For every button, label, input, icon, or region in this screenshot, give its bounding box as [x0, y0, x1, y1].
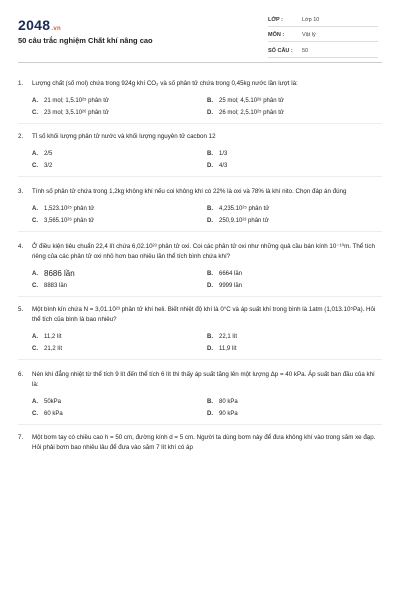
question-item [18, 305, 382, 355]
question-list [18, 79, 382, 453]
answer-option[interactable] [207, 343, 382, 355]
answer-option[interactable] [32, 343, 207, 355]
option-letter: D. [207, 163, 213, 169]
option-letter: A. [32, 399, 38, 405]
option-text: 1/3 [219, 151, 228, 157]
option-text: 2/5 [44, 151, 53, 157]
option-letter: B. [207, 334, 213, 340]
option-text: 11,2 lít [44, 334, 62, 340]
question-item [18, 79, 382, 119]
answer-option[interactable] [207, 160, 382, 172]
answer-options [18, 203, 382, 227]
question-item [18, 132, 382, 172]
answer-option[interactable] [207, 95, 382, 107]
question-text: Một bơm tay có chiều cao h = 50 cm, đường kính d = 5 cm. Người ta dùng bơm này để đưa không khí vào trong săm xe đạp. Hỏi phải bơm bao nhiêu lâu để đưa vào săm 7 lít khí có áp [32, 434, 376, 451]
answer-option[interactable] [32, 148, 207, 160]
answer-option[interactable] [32, 203, 207, 215]
option-text: 60 kPa [44, 411, 63, 417]
question-number: 6. [18, 371, 24, 378]
option-text: 4,235.10²⁵ phân tử [219, 206, 270, 212]
question-text: Một bình kín chứa N = 3,01.10²³ phân tử khí heli. Biết nhiệt độ khí là 0°C và áp suất khí trong bình là 1atm (1,013.10⁵Pa). Hỏi thể tích của bình là bao nhiêu? [32, 306, 376, 323]
option-text: 6664 lần [219, 271, 243, 277]
question-stem [18, 433, 382, 453]
question-text: Nén khí đẳng nhiệt từ thể tích 9 lít đến thể tích 6 lít thì thấy áp suất tăng lên một lượng Δp = 40 kPa. Áp suất ban đầu của khí là: [32, 371, 375, 388]
answer-option[interactable] [32, 95, 207, 107]
answer-option[interactable] [207, 215, 382, 227]
meta-label: LỚP : [268, 16, 283, 23]
question-stem [18, 305, 382, 325]
question-number: 2. [18, 133, 24, 140]
question-divider [18, 123, 382, 124]
option-letter: B. [207, 98, 213, 104]
meta-row-class [268, 14, 378, 27]
answer-option[interactable] [207, 408, 382, 420]
option-letter: D. [207, 110, 213, 116]
question-number: 3. [18, 188, 24, 195]
option-letter: C. [32, 283, 38, 289]
question-text: Tính số phân tử chứa trong 1,2kg không khí nếu coi không khí có 22% là oxi và 78% là khí nito. Chọn đáp án đúng [32, 188, 347, 195]
option-letter: A. [32, 271, 38, 277]
option-text: 3,565.10²⁶ phân tử [44, 218, 95, 224]
question-stem [18, 242, 382, 262]
option-letter: B. [207, 399, 213, 405]
option-text: 22,1 lít [219, 334, 238, 340]
logo-text: 2048 [18, 17, 51, 33]
question-item [18, 242, 382, 292]
question-item [18, 187, 382, 227]
question-number: 4. [18, 243, 24, 250]
question-divider [18, 176, 382, 177]
question-item [18, 370, 382, 420]
option-letter: D. [207, 346, 213, 352]
option-letter: D. [207, 218, 213, 224]
answer-option[interactable] [32, 408, 207, 420]
answer-option[interactable] [207, 280, 382, 292]
question-item [18, 433, 382, 453]
meta-row-count [268, 45, 378, 58]
answer-options [18, 396, 382, 420]
option-text: 50kPa [44, 399, 62, 405]
meta-label: MÔN : [268, 32, 285, 39]
option-letter: D. [207, 411, 213, 417]
meta-label: SỐ CÂU : [268, 47, 293, 54]
option-letter: B. [207, 151, 213, 157]
option-letter: A. [32, 98, 38, 104]
option-text: 21 mol; 1,5.10²⁵ phân tử [44, 98, 109, 104]
worksheet-meta [268, 14, 378, 61]
question-divider [18, 231, 382, 232]
option-text: 1,523.10²⁵ phân tử [44, 206, 95, 212]
answer-options [18, 148, 382, 172]
answer-option[interactable] [32, 280, 207, 292]
answer-option[interactable] [32, 160, 207, 172]
worksheet-title: 50 câu trắc nghiệm Chất khí nâng cao [18, 36, 153, 45]
answer-options [18, 331, 382, 355]
option-letter: A. [32, 334, 38, 340]
site-logo[interactable] [18, 17, 61, 33]
option-letter: C. [32, 346, 38, 352]
meta-value: Vật lý [302, 32, 316, 39]
option-letter: D. [207, 283, 213, 289]
question-number: 1. [18, 80, 24, 87]
question-divider [18, 424, 382, 425]
option-text: 25 mol; 4,5.10²⁸ phân tử [219, 98, 284, 104]
option-text: 26 mol; 2,5.10²⁵ phân tử [219, 110, 284, 116]
answer-options [18, 95, 382, 119]
option-text: 21,2 lít [44, 346, 63, 352]
answer-option[interactable] [207, 331, 382, 343]
meta-value: Lớp 10 [302, 16, 320, 23]
option-letter: A. [32, 206, 38, 212]
answer-option[interactable] [207, 268, 382, 280]
answer-option[interactable] [32, 268, 207, 280]
answer-option[interactable] [32, 331, 207, 343]
question-stem [18, 370, 382, 390]
question-stem [18, 79, 382, 89]
question-text: Lượng chất (số mol) chứa trong 924g khí CO₂ và số phân tử chứa trong 0,45kg nước lần lượt là: [32, 80, 298, 87]
option-letter: A. [32, 151, 38, 157]
option-text: 11,9 lít [219, 346, 237, 352]
option-letter: C. [32, 218, 38, 224]
logo-suffix: .vn [51, 26, 61, 32]
answer-options [18, 268, 382, 292]
option-letter: B. [207, 206, 213, 212]
answer-option[interactable] [207, 107, 382, 119]
question-divider [18, 359, 382, 360]
option-text: 8686 lần [44, 269, 75, 278]
option-letter: C. [32, 110, 38, 116]
option-letter: C. [32, 163, 38, 169]
option-letter: B. [207, 271, 213, 277]
option-text: 9999 lần [219, 283, 243, 289]
answer-option[interactable] [207, 396, 382, 408]
question-stem [18, 187, 382, 197]
answer-option[interactable] [207, 148, 382, 160]
answer-option[interactable] [207, 203, 382, 215]
option-text: 3/2 [44, 163, 53, 169]
question-text: Ở điều kiện tiêu chuẩn 22,4 lít chứa 6,02.10²³ phân tử oxi. Coi các phân tử oxi như những quả cầu bán kính 10⁻¹⁰m. Thể tích riêng của các phân tử oxi nhỏ hơn bao nhiêu lần thể tích bình chứa khí? [32, 243, 375, 260]
question-stem [18, 132, 382, 142]
answer-option[interactable] [32, 396, 207, 408]
option-text: 4/3 [219, 163, 228, 169]
option-letter: C. [32, 411, 38, 417]
question-number: 5. [18, 306, 24, 313]
question-text: Tỉ số khối lượng phân tử nước và khối lượng nguyên tử cacbon 12 [32, 133, 216, 140]
option-text: 250,9.10²³ phân tử [219, 218, 269, 224]
meta-value: 50 [302, 47, 309, 54]
question-number: 7. [18, 434, 24, 441]
answer-option[interactable] [32, 107, 207, 119]
answer-option[interactable] [32, 215, 207, 227]
option-text: 8883 lần [44, 283, 68, 289]
option-text: 90 kPa [219, 411, 238, 417]
option-text: 23 mol; 3,5.10²⁶ phân tử [44, 110, 109, 116]
worksheet-header [18, 0, 382, 63]
meta-row-subject [268, 30, 378, 43]
question-divider [18, 296, 382, 297]
option-text: 80 kPa [219, 399, 238, 405]
